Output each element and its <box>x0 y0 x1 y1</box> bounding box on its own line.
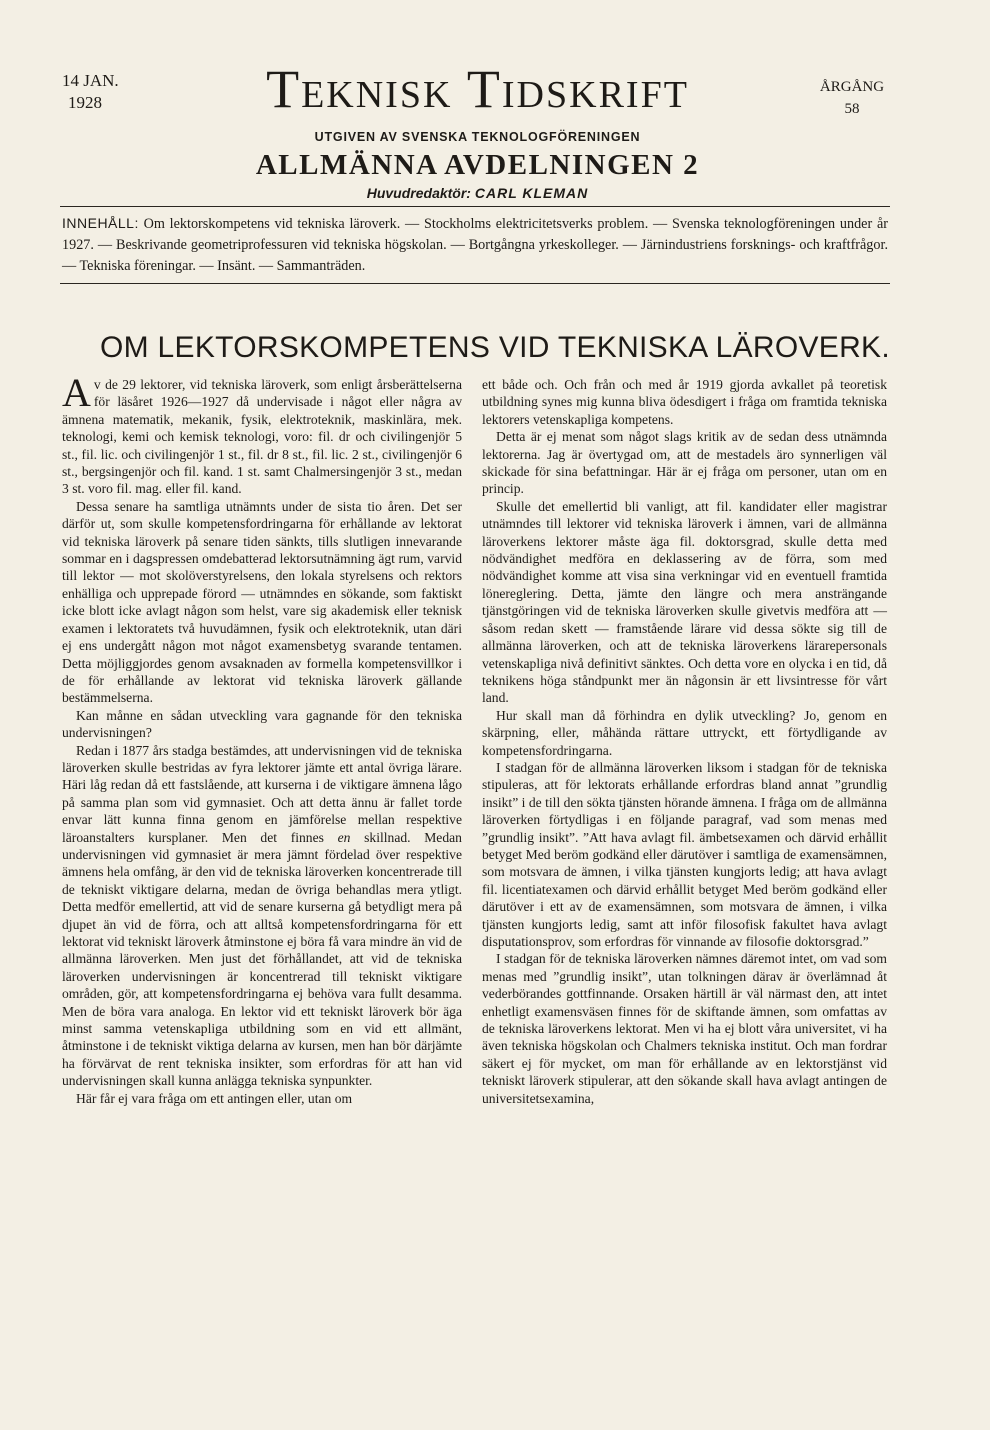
issue-date-day: 14 JAN. <box>62 71 119 90</box>
contents-text: Om lektorskompetens vid tekniska läroverk. — Stockholms elektricitetsverks problem. — Svenska teknologföreningen under år 1927. — Beskrivande geometriprofessuren vid tekniska högskolan. — Bortgångna yrkeskolleger. — Järnindustriens forsknings- och kraftfrågor. — Tekniska föreningar. — Insänt. — Sammanträden. <box>62 216 888 274</box>
volume-info <box>812 76 892 120</box>
paragraph: Kan månne en sådan utveckling vara gagnande för den tekniska undervisningen? <box>62 707 462 741</box>
article-column-right <box>482 376 887 1107</box>
paragraph: I stadgan för de tekniska läroverken nämnes däremot intet, om vad som menas med ”grundlig insikt”, utan tolkningen därav är överlämnad åt vederbörandes gottfinnande. Orsaken härtill är väl närmast den, att intet enhetligt examensväsen finnes för de skiftande ämnen, som omfattas av de tekniska läroverkens lektorat. Men vi ha ej blott våra universitet, vi ha även tekniska högskolan och Chalmers tekniska institut. Och man fordrar säkert ej för mycket, om man för erhållande av en lektorstjänst vid tekniskt läroverk stipulerar, att den sökande skall hava avlagt antingen de universitetsexamina, <box>482 951 887 1106</box>
contents-label: INNEHÅLL: <box>62 215 139 231</box>
issue-date <box>62 70 119 114</box>
paragraph: Dessa senare ha samtliga utnämnts under de sista tio åren. Det ser därför ut, som skulle kompetensfordringarna för erhållande av lektorat vid tekniska läroverk på senare tiden sänkts, tills slutligen innevarande sommar en i dagspressen omdebatterad lektorsutnämning ägt rum, varvid till lektor — mot skolöverstyrelsens, den lokala styrelsens och rektors enhälliga och upprepade förord — utnämndes en sökande, som faktiskt icke blott icke avlagt någon som helst, vare sig akademisk eller teknisk examen i lektoratets två huvudämnen, fysik och elektroteknik, utan däri ej ens undergått någon mot något examensbetyg svarande tentamen. Detta möjliggjordes genom avsaknaden av formella kompetensvillkor i de för erhållande av lektorat vid tekniska läroverk gällande bestämmelserna. <box>62 498 462 706</box>
paragraph-text: v de 29 lektorer, vid tekniska läroverk, som enligt årsberättelserna för läsåret 1926—1927 då undervisade i något eller några av ämnena matematik, mekanik, fysik, elektroteknik, maskinlära, mek. teknologi, kemi och kemisk teknologi, voro: fil. dr och civilingenjör 5 st., fil. lic. och civilingenjör 1 st., fil. dr 8 st., fil. lic. 2 st., civilingenjör 6 st., bergsingenjör och fil. kand. 1 st. samt Chalmersingenjör 3 st., medan 3 st. voro fil. mag. eller fil. kand. <box>62 377 462 497</box>
contents-top-rule <box>60 206 890 207</box>
paragraph: Detta är ej menat som något slags kritik av de sedan dess utnämnda lektorerna. Jag är övertygad om, att de mestadels äro synnerligen väl skickade för sina befattningar. Här är ej fråga om personer, utan om en princip. <box>482 429 887 497</box>
volume-number: 58 <box>844 101 860 117</box>
paragraph-text: Redan i 1877 års stadga bestämdes, att undervisningen vid de tekniska läroverken skulle bestridas av fyra lektorer jämte ett antal övriga lärare. Häri låg redan då ett fastslående, att kurserna i de viktigare ämnena lågo på samma plan som vid gymnasiet. Och att detta ännu är fallet torde envar lätt kunna finna genom en jämförelse mellan respektive läroanstalters kursplaner. Men det finnes <box>62 742 462 845</box>
paragraph: I stadgan för de allmänna läroverken liksom i stadgan för de tekniska stipuleras, att för lektorats erhållande erfordras bland annat ”grundlig insikt” i de till den sökta tjänsten hörande ämnena. I fråga om de allmänna läroverken förtydligas i en följande paragraf, vad som menas med ”grundlig insikt”. ”Att hava avlagt fil. ämbetsexamen och därvid erhållit betyget Med beröm godkänd eller därutöver i samtliga de examensämnen, som motsvara de ämnen, i vilka tjänsten kungjorts ledig; att hava avlagt fil. licentiatexamen och därvid erhållit betyget Med beröm godkänd eller därutöver i ett av de examensämnen, som motsvara de ämnen, i vilka tjänsten kungjorts ledig, samt att inför filosofisk fakultet hava avlagt disputationsprov, som erfordras för vinnande av filosofie doktorsgrad.” <box>482 759 887 949</box>
emphasis: en <box>337 829 351 845</box>
paragraph <box>62 370 462 498</box>
paragraph: Skulle det emellertid bli vanligt, att fil. kandidater eller magistrar utnämndes till lektorer vid tekniska läroverk i ämnen, vari de allmänna läroverkens lektorer måste äga fil. doktorsgrad, skulle detta med nödvändighet medföra en deklassering av de förra, som med nödvändighet komme att visa sina verkningar vid en eventuell framtida lönereglering. Detta, jämte den längre och mera ansträngande tjänstgöringen vid de tekniska läroverken skulle givetvis medföra att — såsom redan skett — framstående lärare vid dessa sökte sig till de allmänna läroverken, och att de tekniska läroverkens lärarepersonals vetenskapliga nivå definitivt sänktes. Och detta vore en olycka i en tid, då teknikens höga ståndpunkt mer än någonsin är ett livsintresse för vårt land. <box>482 498 887 706</box>
paragraph: Här får ej vara fråga om ett antingen eller, utan om <box>76 1090 353 1106</box>
masthead-title: Teknisk Tidskrift <box>266 59 689 119</box>
paragraph: ett både och. Och från och med år 1919 gjorda avkallet på teoretisk utbildning synes mig kunna bliva ödesdigert i fråga om framtida tekniska lektorers vetenskapliga kompetens. <box>482 377 887 427</box>
publisher-line: UTGIVEN AV SVENSKA TEKNOLOGFÖRENINGEN <box>314 130 641 144</box>
paragraph <box>62 742 462 1090</box>
paragraph-text: skillnad. Medan undervisningen vid gymnasiet är mera jämnt fördelad över respektive ämnens hela omfång, är den vid de tekniska läroverken koncentrerade till de tekniskt viktigare delarna, medan de övriga behandlas mera ytligt. Detta medför emellertid, att vid de senare kurserna gå betydligt mera på djupet än vid de förra, och att alltså kompetensfordringarna för ett lektorat vid tekniskt läroverk åtminstone ej böra få vara mindre än vid de allmänna läroverken. Men just det förhållandet, att vid de tekniska läroverken undervisningen är koncentrerad till tekniskt viktigare områden, gör, att kompetensfordringarna ej behöva vara fullt desamma. Men de böra vara analoga. En lektor vid ett tekniskt läroverk bör äga minst samma vetenskapliga utbildning som en vid ett allmänt, åtminstone i de tekniskt viktiga delarna av kursen, men han bör därjämte ha förvärvat de rent tekniska insikter, som erfordras för att han vid undervisningen skall kunna anlägga tekniska synpunkter. <box>62 829 462 1089</box>
volume-label: ÅRGÅNG <box>819 79 885 95</box>
article-title: OM LEKTORSKOMPETENS VID TEKNISKA LÄROVERK. <box>99 331 891 364</box>
issue-date-year: 1928 <box>68 93 102 112</box>
table-of-contents <box>62 213 888 277</box>
drop-cap: A <box>62 370 91 415</box>
editor-line <box>190 185 765 201</box>
editor-name: CARL KLEMAN <box>474 185 589 201</box>
paragraph: Hur skall man då förhindra en dylik utveckling? Jo, genom en skärpning, eller, måhända rättare uttryckt, ett förtydligande av kompetensfordringarna. <box>482 707 887 758</box>
section-title: ALLMÄNNA AVDELNINGEN 2 <box>255 149 700 181</box>
contents-bottom-rule <box>60 283 890 284</box>
editor-label: Huvudredaktör: <box>366 185 471 201</box>
article-column-left <box>62 370 462 1107</box>
